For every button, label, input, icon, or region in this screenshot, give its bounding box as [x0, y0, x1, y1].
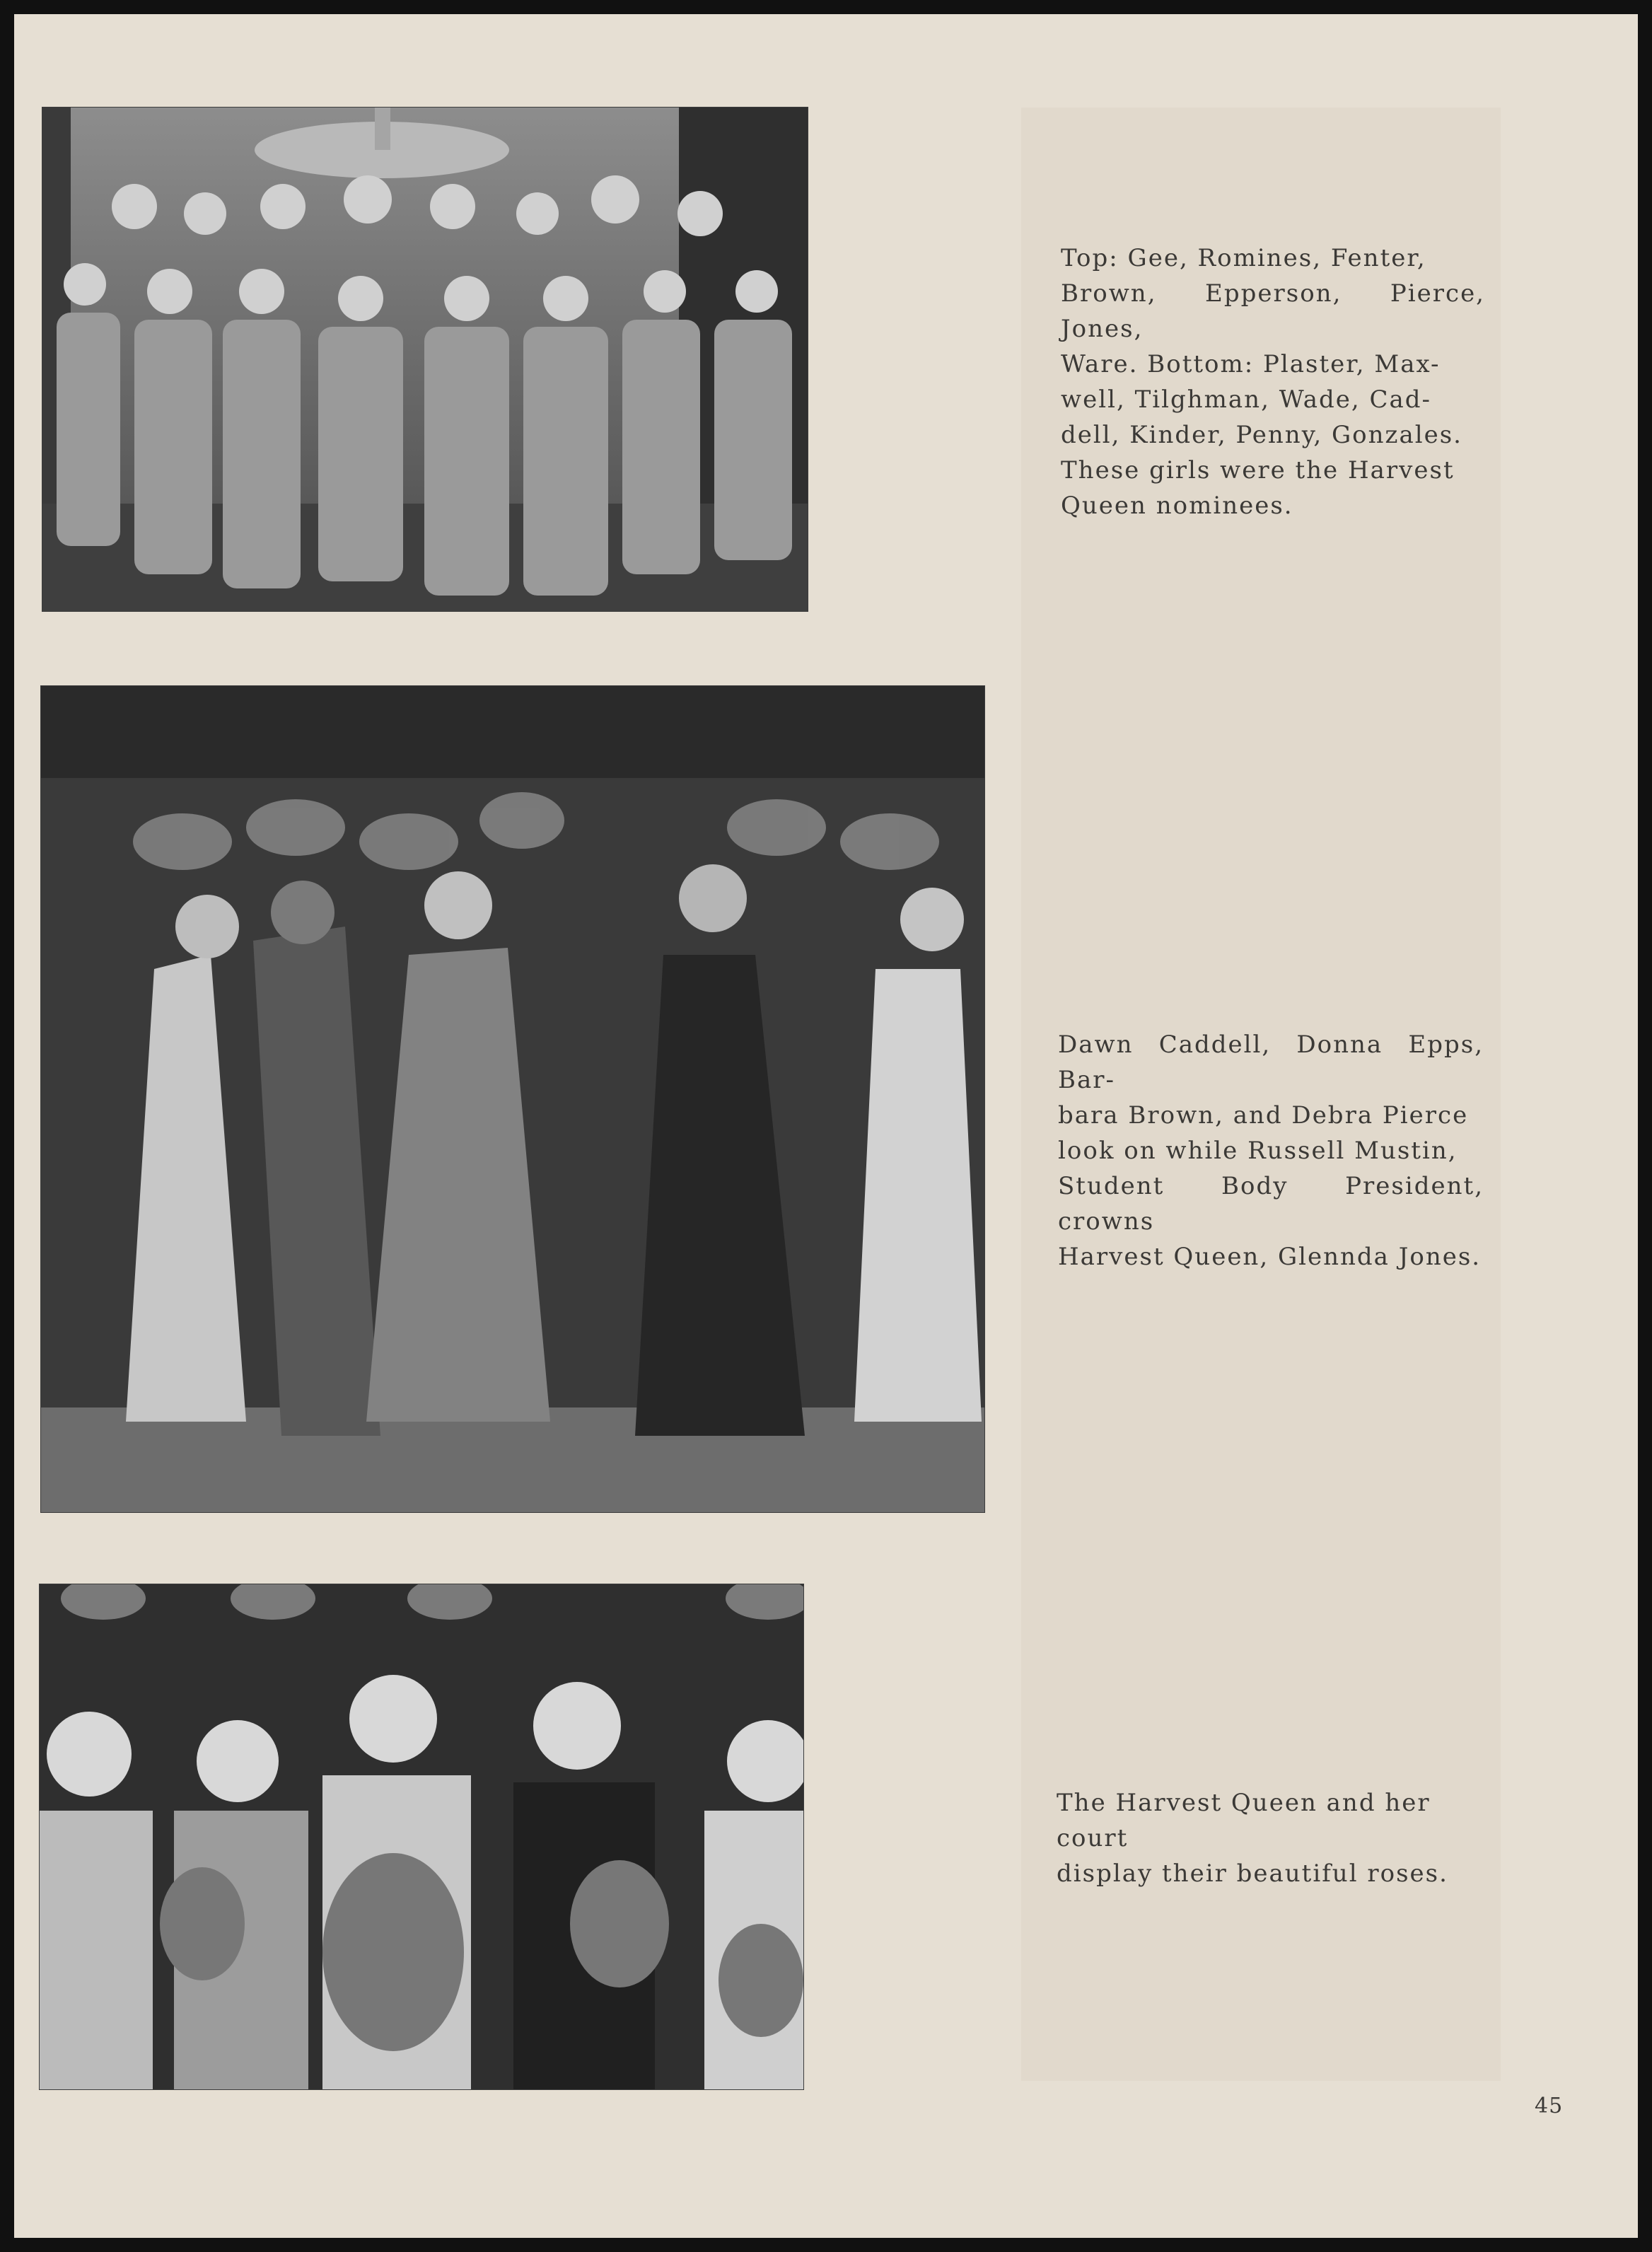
queen-court-caption: The Harvest Queen and her court display their beautiful roses.: [1057, 1789, 1448, 1888]
harvest-queen-nominees-group-photo: [42, 108, 808, 611]
nominees-caption: Top: Gee, Romines, Fenter, Brown, Epperson, Pierce, Jones, Ware. Bottom: Plaster, Max- well, Tilghman, Wade, Cad- dell, Kinder, Penny, Gonzales. These girls were the Harvest Queen nominees.: [1061, 244, 1485, 520]
yearbook-page: [14, 14, 1638, 2238]
page-number: 45: [1535, 2094, 1564, 2118]
crowning-caption: Dawn Caddell, Donna Epps, Bar- bara Brown, and Debra Pierce look on while Russell Mustin, Student Body President, crowns Harvest Queen, Glennda Jones.: [1058, 1031, 1484, 1271]
queen-and-court-roses-photo: [40, 1584, 803, 2089]
crowning-ceremony-photo: [41, 686, 984, 1512]
